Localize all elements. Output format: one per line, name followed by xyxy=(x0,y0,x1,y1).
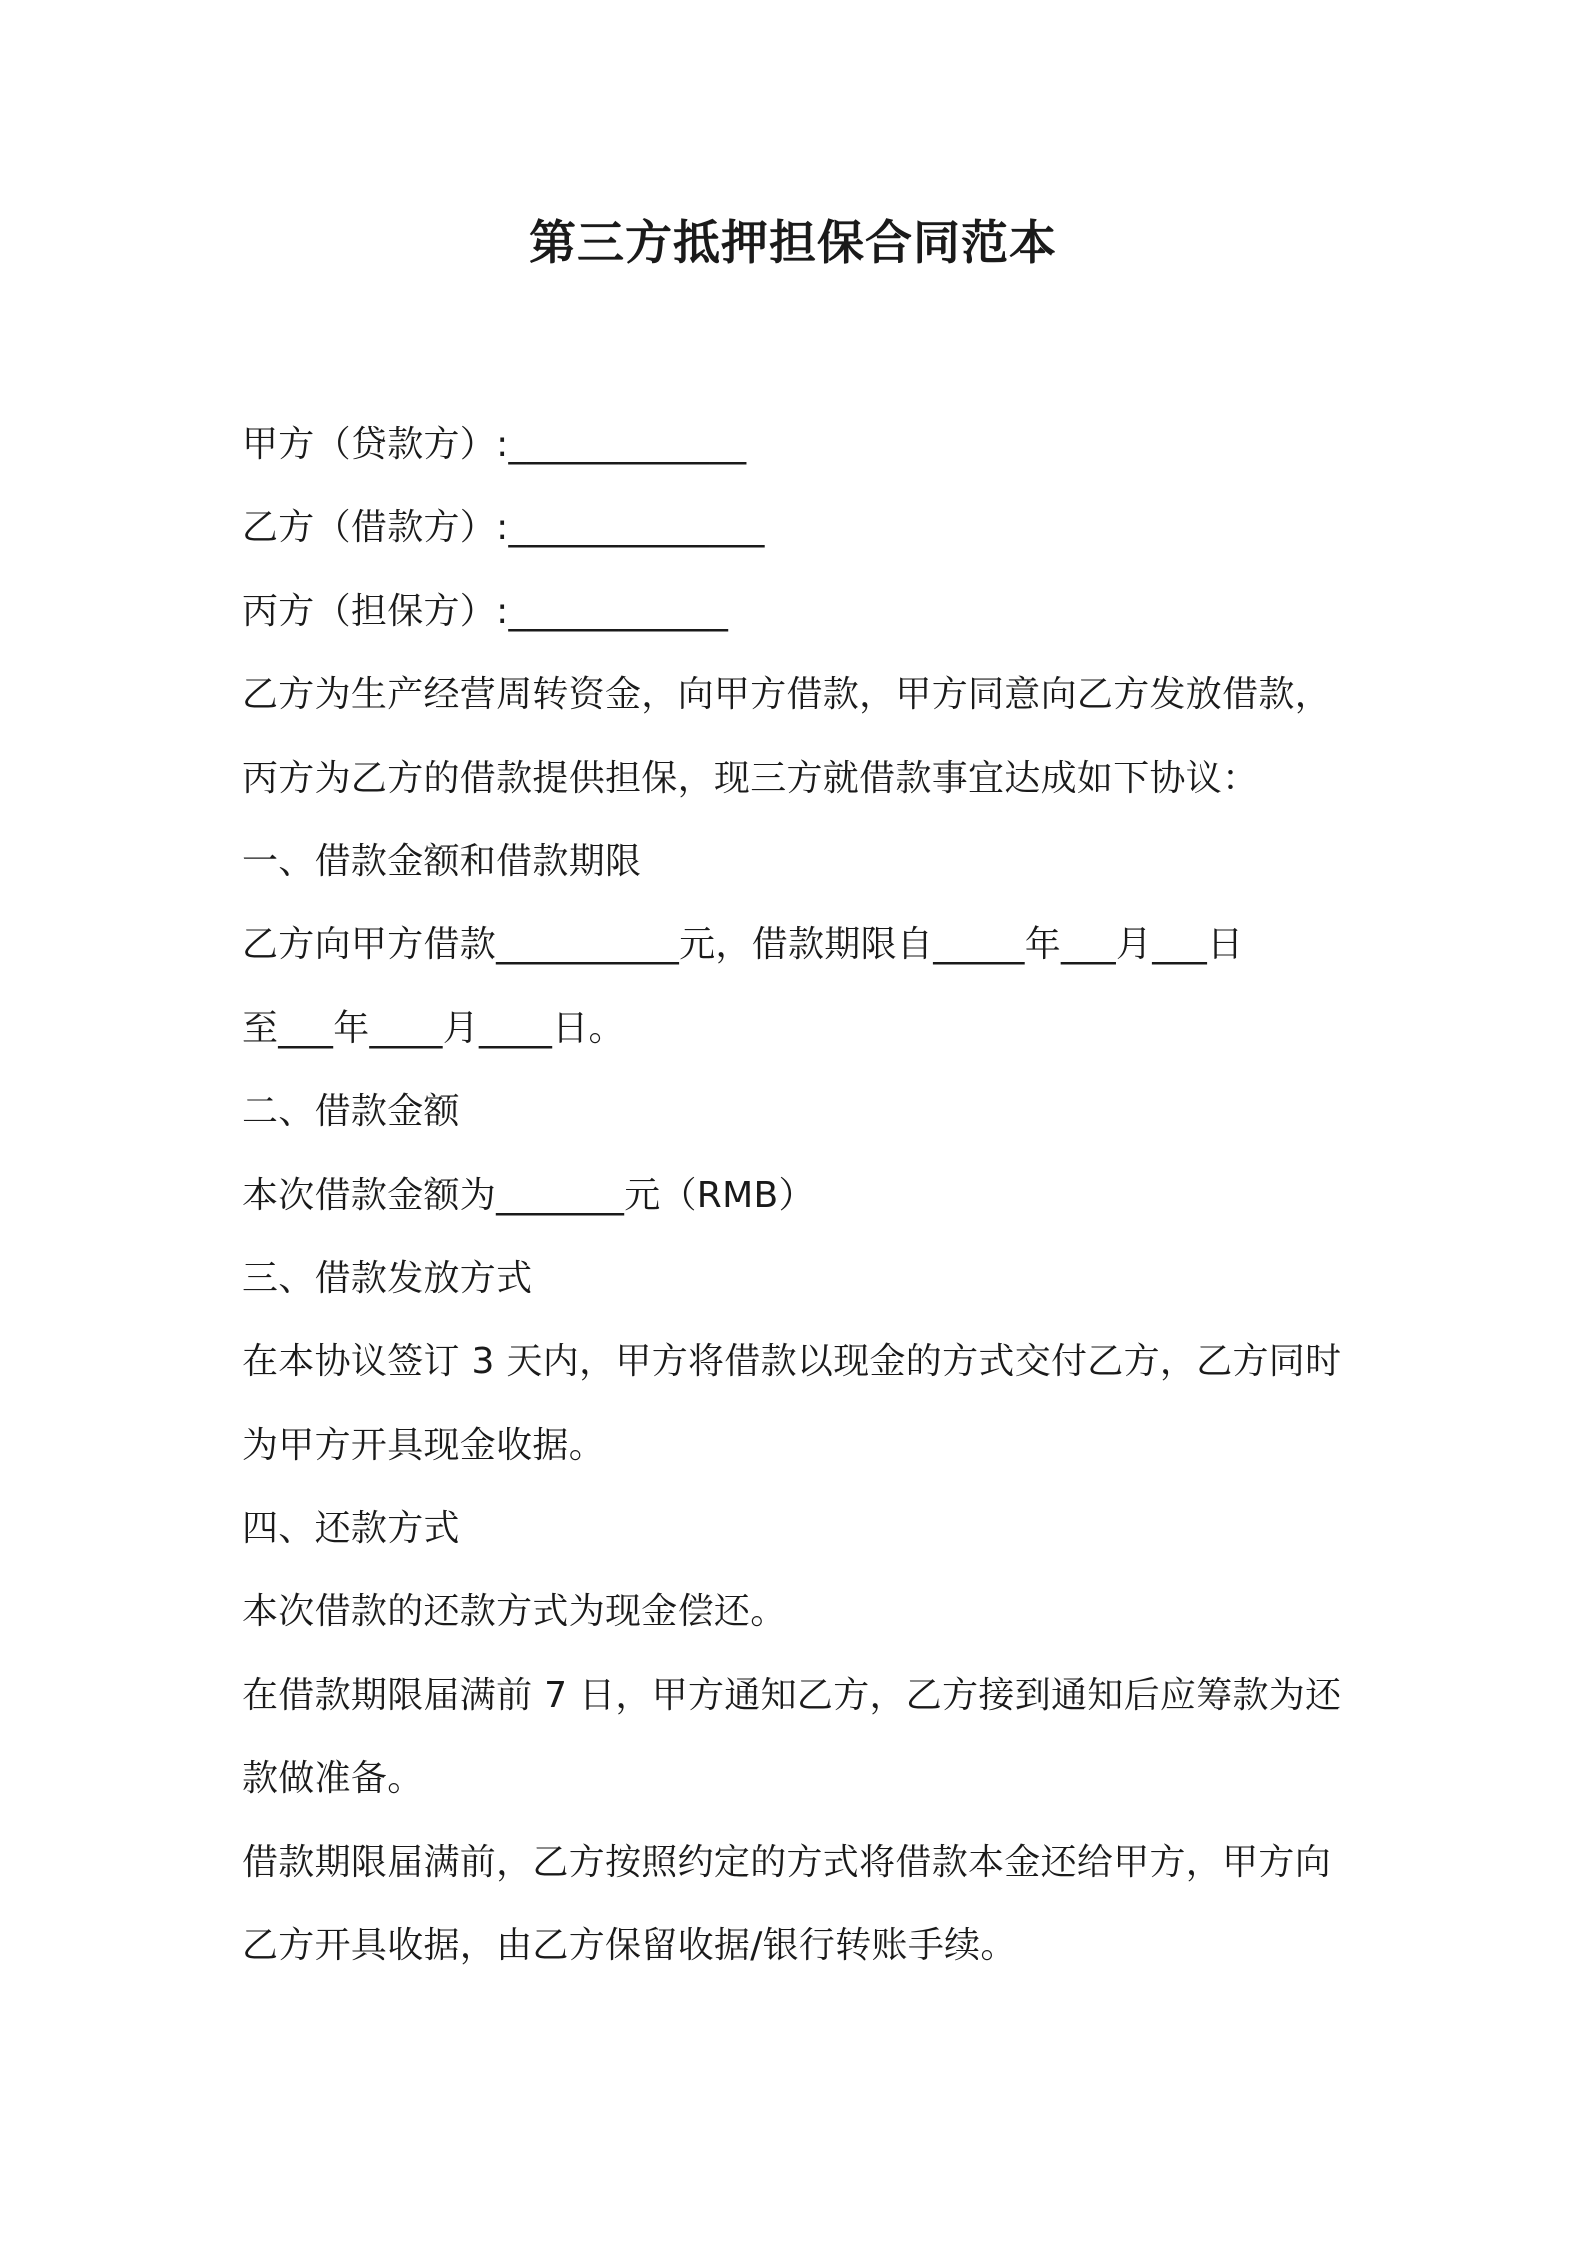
document-body xyxy=(242,403,1362,1987)
section-4-heading: 四、还款方式 xyxy=(242,1508,460,1550)
section-4-line-1: 本次借款的还款方式为现金偿还。 xyxy=(242,1591,787,1633)
preamble-line-1: 乙方为生产经营周转资金，向甲方借款，甲方同意向乙方发放借款， xyxy=(242,674,1332,716)
section-1-line-2: 至___年____月____日。 xyxy=(242,1007,625,1049)
section-1-heading: 一、借款金额和借款期限 xyxy=(242,840,642,882)
section-4-line-2: 在借款期限届满前 7 日，甲方通知乙方，乙方接到通知后应筹款为还 xyxy=(242,1674,1342,1716)
section-3-heading: 三、借款发放方式 xyxy=(242,1257,533,1299)
section-2-heading: 二、借款金额 xyxy=(242,1091,460,1133)
section-4-line-4: 借款期限届满前，乙方按照约定的方式将借款本金还给甲方，甲方向 xyxy=(242,1841,1332,1883)
section-2-line-1: 本次借款金额为_______元（RMB） xyxy=(242,1174,815,1216)
section-4-line-5: 乙方开具收据，由乙方保留收据/银行转账手续。 xyxy=(242,1925,1017,1967)
section-4-line-3: 款做准备。 xyxy=(242,1758,424,1800)
party-c-line: 丙方（担保方）:____________ xyxy=(242,590,729,632)
party-b-line: 乙方（借款方）:______________ xyxy=(242,507,765,549)
section-3-line-2: 为甲方开具现金收据。 xyxy=(242,1424,606,1466)
preamble-line-2: 丙方为乙方的借款提供担保，现三方就借款事宜达成如下协议： xyxy=(242,757,1259,799)
document-title: 第三方抵押担保合同范本 xyxy=(529,216,1057,271)
section-3-line-1: 在本协议签订 3 天内，甲方将借款以现金的方式交付乙方，乙方同时 xyxy=(242,1341,1342,1383)
section-1-line-1: 乙方向甲方借款__________元，借款期限自_____年___月___日 xyxy=(242,924,1244,966)
party-a-line: 甲方（贷款方）:_____________ xyxy=(242,424,747,465)
